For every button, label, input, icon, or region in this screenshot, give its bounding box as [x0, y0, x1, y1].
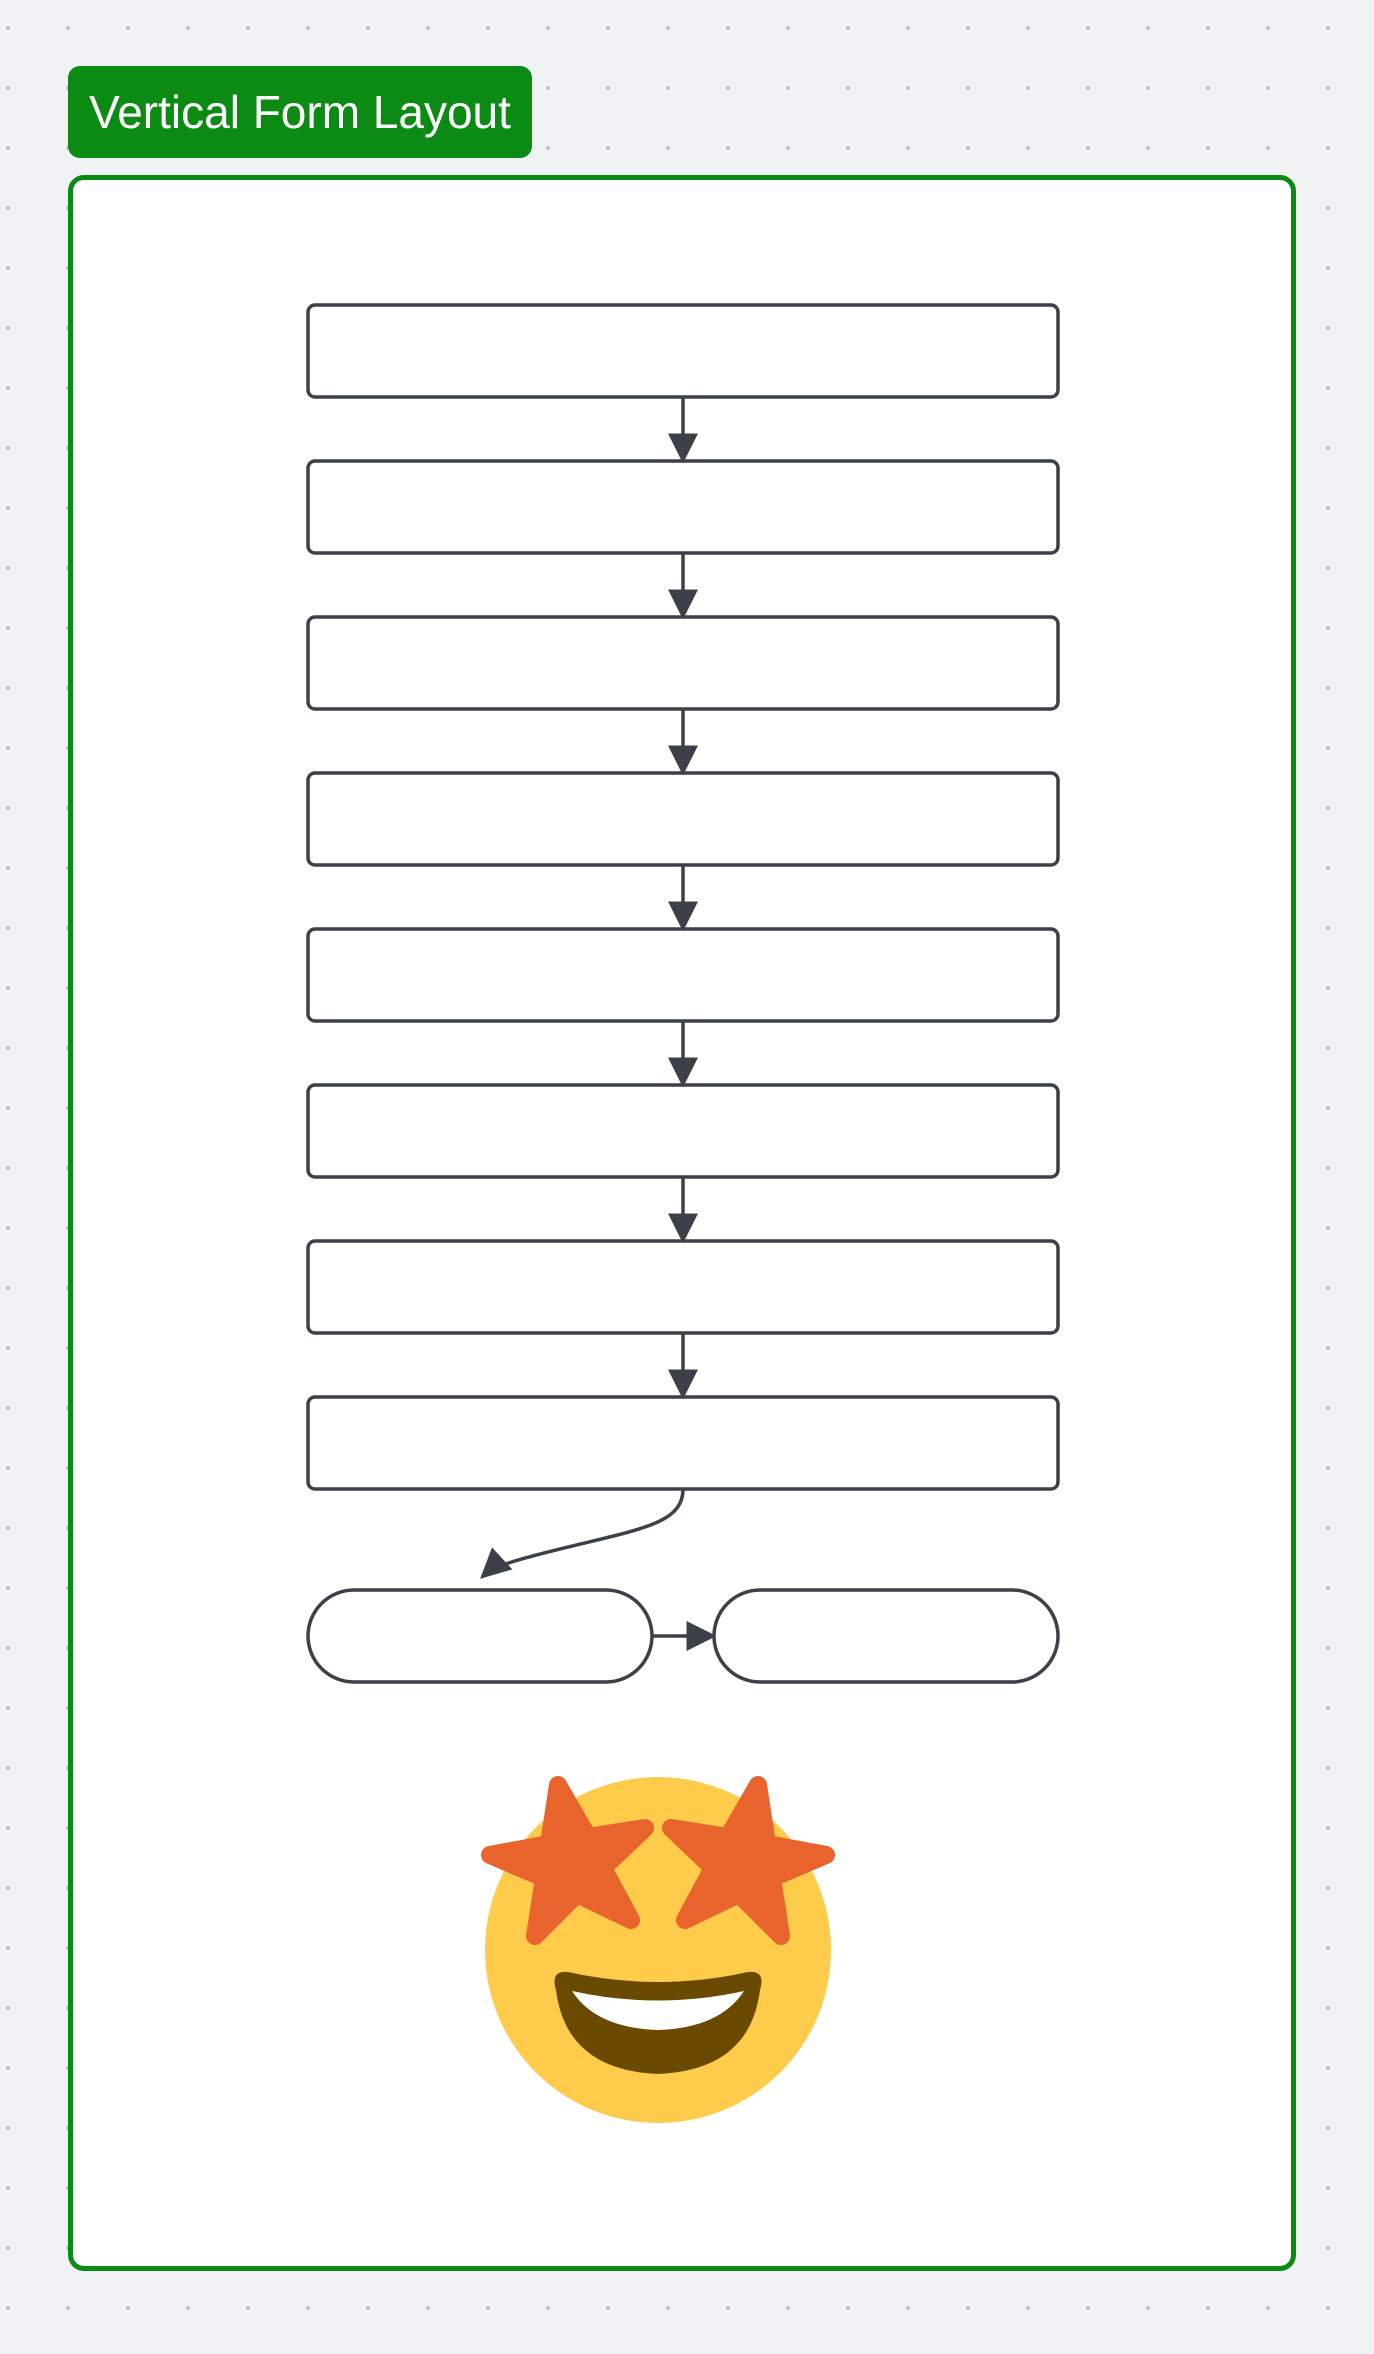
- pill-button-1[interactable]: [308, 1590, 652, 1682]
- pill-button-2[interactable]: [714, 1590, 1058, 1682]
- flow-arrow-curved: [482, 1489, 683, 1577]
- form-field-8[interactable]: [308, 1397, 1058, 1489]
- form-field-4[interactable]: [308, 773, 1058, 865]
- form-field-3[interactable]: [308, 617, 1058, 709]
- form-field-6[interactable]: [308, 1085, 1058, 1177]
- form-field-2[interactable]: [308, 461, 1058, 553]
- form-field-5[interactable]: [308, 929, 1058, 1021]
- frame-title[interactable]: Vertical Form Layout: [68, 66, 532, 158]
- star-struck-emoji[interactable]: [485, 1777, 831, 2123]
- form-field-7[interactable]: [308, 1241, 1058, 1333]
- form-field-1[interactable]: [308, 305, 1058, 397]
